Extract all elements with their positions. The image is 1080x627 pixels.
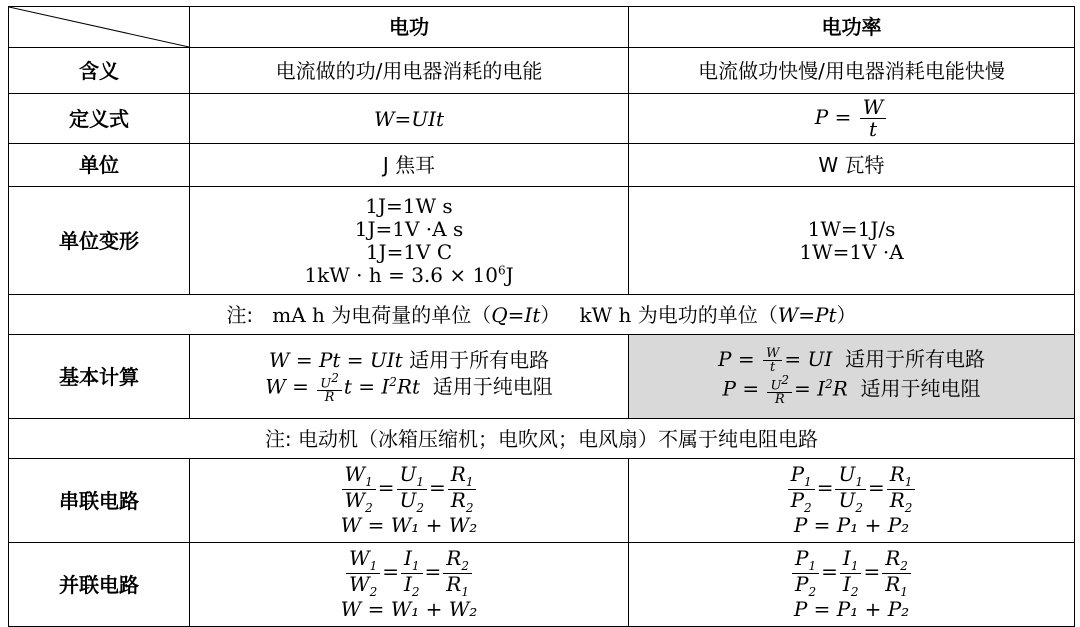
unit-power: W 瓦特 xyxy=(629,144,1075,187)
series-power-sum: P = P₁ + P₂ xyxy=(793,513,910,538)
conversion-line: 1W=1J/s xyxy=(807,216,896,241)
series-work-ratio: $\frac{W_1}{W_2}$ = $\frac{U_1}{U_2}$ = $\frac{R_1}{R_2}$ xyxy=(190,464,628,514)
power-resistive-note: 适用于纯电阻 xyxy=(860,376,981,401)
note-paren: ） xyxy=(836,302,857,327)
conversion-line: 1J=1V C xyxy=(365,239,453,264)
unit-conversion-power xyxy=(629,187,1075,295)
row-unit xyxy=(9,144,1075,187)
unit-conversion-work xyxy=(190,187,629,295)
row-note-motor xyxy=(9,419,1075,459)
row-unit-conversion xyxy=(9,187,1075,295)
row-label-parallel: 并联电路 xyxy=(9,543,190,627)
row-label-unit: 单位 xyxy=(9,144,190,187)
parallel-work-sum: W = W₁ + W₂ xyxy=(340,597,478,622)
note-charge-unit: 为电荷量的单位（ xyxy=(331,302,492,327)
parallel-power-sum: P = P₁ + P₂ xyxy=(793,597,910,622)
conversion-line: 1W=1V ·A xyxy=(799,239,904,264)
diagonal-line xyxy=(9,7,189,47)
note-work-unit: 为电功的单位（ xyxy=(637,302,778,327)
corner-cell xyxy=(9,7,190,48)
work-resistive-fraction: $\frac{U^2}{R}$ xyxy=(317,372,342,404)
basic-work-line2: W = $\frac{U^2}{R}$ $t = I^2Rt$ 适用于纯电阻 xyxy=(265,370,553,406)
meaning-work: 电流做的功/用电器消耗的电能 xyxy=(190,48,629,94)
note-kwh: kW h xyxy=(579,302,632,327)
parallel-power xyxy=(629,543,1075,627)
definition-power-lhs: P = xyxy=(814,105,852,129)
definition-power-numerator: W xyxy=(860,97,887,119)
definition-power-fraction xyxy=(860,97,887,140)
row-label-definition: 定义式 xyxy=(9,94,190,144)
work-resistive-note: 适用于纯电阻 xyxy=(432,374,553,399)
series-work-sum: W = W₁ + W₂ xyxy=(340,513,478,538)
row-note-units xyxy=(9,295,1075,335)
basic-power-line1: P = $\frac{W}{t}$ = UI 适用于所有电路 xyxy=(718,345,985,375)
conversion-line: 1J=1W s xyxy=(365,193,453,218)
note-prefix: 注: xyxy=(226,302,254,327)
note-paren: ） xyxy=(540,302,561,327)
row-basic-calc xyxy=(9,335,1075,419)
basic-power-line2: P = $\frac{U^2}{R}$ = $I^2R$ 适用于纯电阻 xyxy=(722,372,981,408)
note-motor: 注: 电动机（冰箱压缩机；电吹风；电风扇）不属于纯电阻电路 xyxy=(9,419,1075,459)
kwh-expression: 1kW · h = 3.6 × 10 xyxy=(304,262,498,287)
meaning-power: 电流做功快慢/用电器消耗电能快慢 xyxy=(629,48,1075,94)
basic-work-line1 xyxy=(190,349,628,372)
parallel-power-ratio: $\frac{P_1}{P_2}$ = $\frac{I_1}{I_2}$ = $\frac{R_2}{R_1}$ xyxy=(629,548,1074,598)
comparison-table xyxy=(8,6,1075,627)
series-power xyxy=(629,459,1075,543)
row-label-meaning: 含义 xyxy=(9,48,190,94)
header-electric-power: 电功率 xyxy=(629,7,1075,48)
row-label-basic-calc: 基本计算 xyxy=(9,335,190,419)
conversion-line: 1J=1V ·A s xyxy=(354,216,464,241)
work-general-formula: W = Pt = UIt xyxy=(268,347,403,372)
row-label-unit-conversion: 单位变形 xyxy=(9,187,190,295)
series-work xyxy=(190,459,629,543)
note-charge-formula: Q=It xyxy=(491,302,541,327)
row-parallel xyxy=(9,543,1075,627)
header-electric-work: 电功 xyxy=(190,7,629,48)
kwh-exponent: 6 xyxy=(497,262,506,277)
row-label-series: 串联电路 xyxy=(9,459,190,543)
note-work-formula: W=Pt xyxy=(777,302,837,327)
parallel-work-ratio: $\frac{W_1}{W_2}$ = $\frac{I_1}{I_2}$ = $\frac{R_2}{R_1}$ xyxy=(190,548,628,598)
note-mah: mA h xyxy=(272,302,325,327)
work-general-note: 适用于所有电路 xyxy=(409,347,550,372)
row-meaning xyxy=(9,48,1075,94)
kwh-unit: J xyxy=(505,262,514,287)
parallel-work xyxy=(190,543,629,627)
power-resistive-fraction: $\frac{U^2}{R}$ xyxy=(767,374,792,406)
note-units xyxy=(9,295,1075,335)
header-row xyxy=(9,7,1075,48)
row-series xyxy=(9,459,1075,543)
power-general-note: 适用于所有电路 xyxy=(844,346,985,371)
row-definition xyxy=(9,94,1075,144)
conversion-line-kwh xyxy=(190,264,628,287)
definition-work: W=UIt xyxy=(190,94,629,144)
power-general-fraction: $\frac{W}{t}$ xyxy=(763,347,782,374)
definition-power-denominator: t xyxy=(868,117,877,141)
definition-power xyxy=(629,94,1075,144)
basic-calc-power xyxy=(629,335,1075,419)
basic-calc-work xyxy=(190,335,629,419)
series-power-ratio: $\frac{P_1}{P_2}$ = $\frac{U_1}{U_2}$ = $\frac{R_1}{R_2}$ xyxy=(629,464,1074,514)
unit-work: J 焦耳 xyxy=(190,144,629,187)
